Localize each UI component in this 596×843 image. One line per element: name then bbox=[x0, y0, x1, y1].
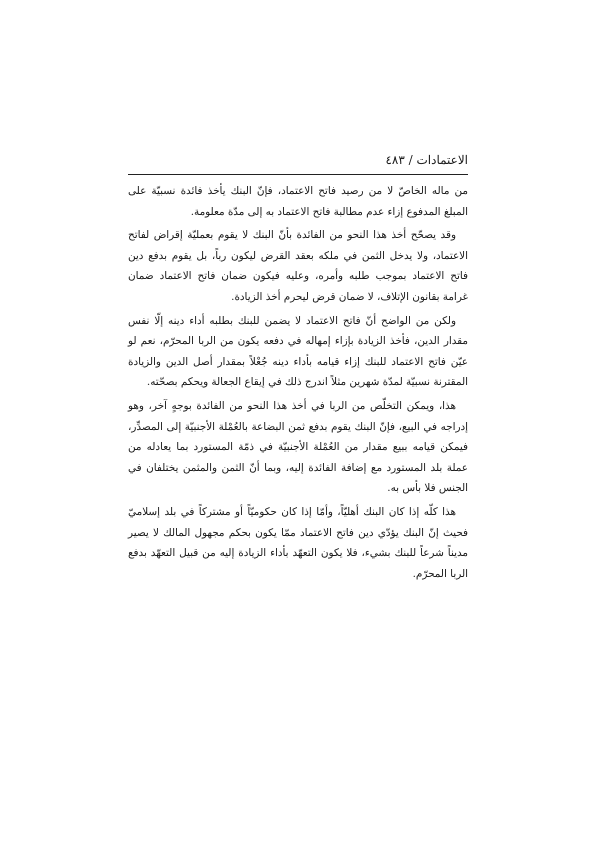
paragraph-3: ولكن من الواضح أنّ فاتح الاعتماد لا يضمن للبنك بطلبه أداء دينه إلّا نفس مقدار الدين، فأخذ الزيادة بإزاء إمهاله في دفعه يكون من الربا المحرّم، نعم لو عيّن فاتح الاعتماد للبنك إزاء قيامه بأداء دينه جُعْلاً بمقدار أصل الدين والزيادة المقترنة نسبيّة لمدّة شهرين مثلاً اندرج ذلك في إيقاع الجعالة ويحكم بصحّته. bbox=[128, 314, 468, 389]
paragraph-5: هذا كلّه إذا كان البنك أهليّاً، وأمّا إذا كان حكوميّاً أو مشتركاً في بلد إسلاميّ فحيث إنّ البنك يؤدّي دين فاتح الاعتماد ممّا يكون بحكم مجهول المالك لا يصير مديناً شرعاً للبنك بشيء، فلا يكون التعهّد بأداء الزيادة إليه من قبيل التعهّد بدفع الربا المحرّم. bbox=[128, 505, 468, 580]
paragraph-2: وقد يصحّح أخذ هذا النحو من الفائدة بأنّ البنك لا يقوم بعمليّة إقراض لفاتح الاعتماد، ولا يدخل الثمن في ملكه بعقد القرض ليكون رباً، بل يقوم بدفع دين فاتح الاعتماد بموجب طلبه وأمره، وعليه فيكون ضمان فاتح الاعتماد ضمان غرامة بقانون الإتلاف، لا ضمان قرض ليحرم أخذ الزيادة. bbox=[128, 229, 468, 303]
paragraph-1: من ماله الخاصّ لا من رصيد فاتح الاعتماد، فإنّ البنك يأخذ فائدة نسبيّة على المبلغ المدفوع إزاء عدم مطالبة فاتح الاعتماد به إلى مدّة معلومة. bbox=[128, 185, 468, 218]
running-header bbox=[128, 150, 468, 170]
running-title: الاعتمادات / ٤٨٣ bbox=[385, 153, 468, 167]
body-text bbox=[128, 181, 468, 587]
header-divider bbox=[128, 174, 468, 175]
paragraph-4: هذا، ويمكن التخلّص من الربا في أخذ هذا النحو من الفائدة بوجهٍ آخر، وهو إدراجه في البيع، فإنّ البنك يقوم بدفع ثمن البضاعة بالعُمْلة الأجنبيّة إلى المصدِّر، فيمكن قيامه ببيع مقدار من العُمْلة الأجنبيّة في ذمّة المستورد بما يعادله من عملة بلد المستورد مع إضافة الفائدة إليه، وبما أنّ الثمن والمثمن يختلفان في الجنس فلا بأس به. bbox=[128, 399, 468, 495]
